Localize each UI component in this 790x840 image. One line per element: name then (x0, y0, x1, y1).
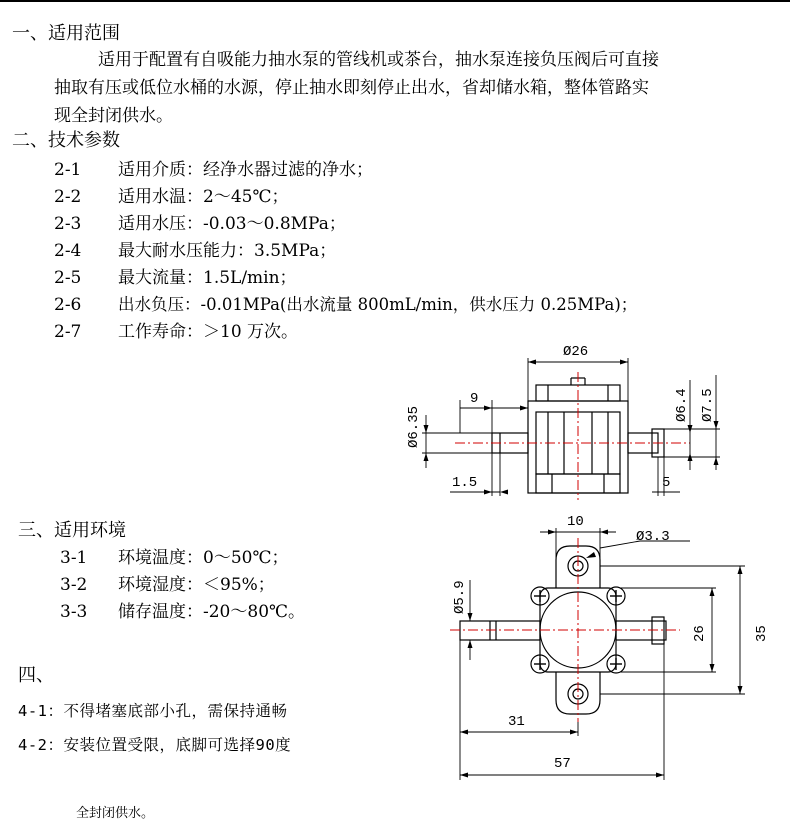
dim-10: 10 (567, 514, 584, 530)
section3-title: 三、适用环境 (18, 520, 126, 541)
env-text: 储存温度：-20～80℃。 (118, 602, 306, 622)
dim-1-5: 1.5 (452, 475, 478, 491)
spec-text: 适用介质：经净水器过滤的净水； (118, 160, 373, 180)
env-text: 环境温度：0～50℃； (118, 548, 289, 568)
dim-d64: Ø6.4 (674, 388, 690, 422)
spec-num: 2-4 (54, 241, 82, 261)
spec-num: 2-2 (54, 187, 82, 207)
section2-title: 二、技术参数 (12, 130, 120, 151)
env-num: 3-1 (60, 548, 88, 568)
env-text: 环境湿度：＜95%； (118, 575, 275, 595)
note-item: 4-2：安装位置受限，底脚可选择90度 (18, 736, 292, 754)
dim-26: 26 (692, 625, 708, 642)
section1-line2: 抽取有压或低位水桶的水源，停止抽水即刻停止出水，省却储水箱，整体管路实 (54, 78, 649, 98)
dim-d33: Ø3.3 (636, 529, 670, 545)
spec-text: 出水负压：-0.01MPa(出水流量 800mL/min，供水压力 0.25MPa)； (118, 295, 638, 314)
spec-text: 适用水温：2～45℃； (118, 187, 289, 207)
dim-35: 35 (754, 625, 770, 642)
section1-line1: 适用于配置有自吸能力抽水泵的管线机或茶台，抽水泵连接负压阀后可直接 (98, 50, 659, 70)
section4-title: 四、 (18, 665, 54, 686)
spec-text: 工作寿命：＞10 万次。 (118, 322, 299, 342)
dim-9: 9 (470, 391, 479, 407)
env-num: 3-2 (60, 575, 88, 595)
spec-num: 2-3 (54, 214, 82, 234)
dim-d75: Ø7.5 (700, 388, 716, 422)
spec-text: 适用水压：-0.03～0.8MPa； (118, 214, 346, 234)
spec-num: 2-1 (54, 160, 82, 180)
note-item: 4-1：不得堵塞底部小孔，需保持通畅 (18, 702, 288, 720)
spec-text: 最大流量：1.5L/min； (118, 268, 297, 288)
spec-text: 最大耐水压能力：3.5MPa； (118, 241, 337, 261)
spec-num: 2-5 (54, 268, 82, 288)
dim-d635: Ø6.35 (406, 405, 422, 448)
dim-d26: Ø26 (563, 344, 589, 360)
dim-d59: Ø5.9 (452, 580, 468, 614)
spec-num: 2-6 (54, 295, 82, 315)
dim-31: 31 (508, 714, 525, 730)
section1-title: 一、适用范围 (12, 23, 120, 44)
spec-num: 2-7 (54, 322, 82, 342)
section1-line3: 现全封闭供水。 (54, 106, 173, 126)
footer-note: 全封闭供水。 (76, 806, 155, 821)
dim-5: 5 (662, 475, 671, 491)
dim-57: 57 (554, 756, 571, 772)
env-num: 3-3 (60, 602, 88, 622)
